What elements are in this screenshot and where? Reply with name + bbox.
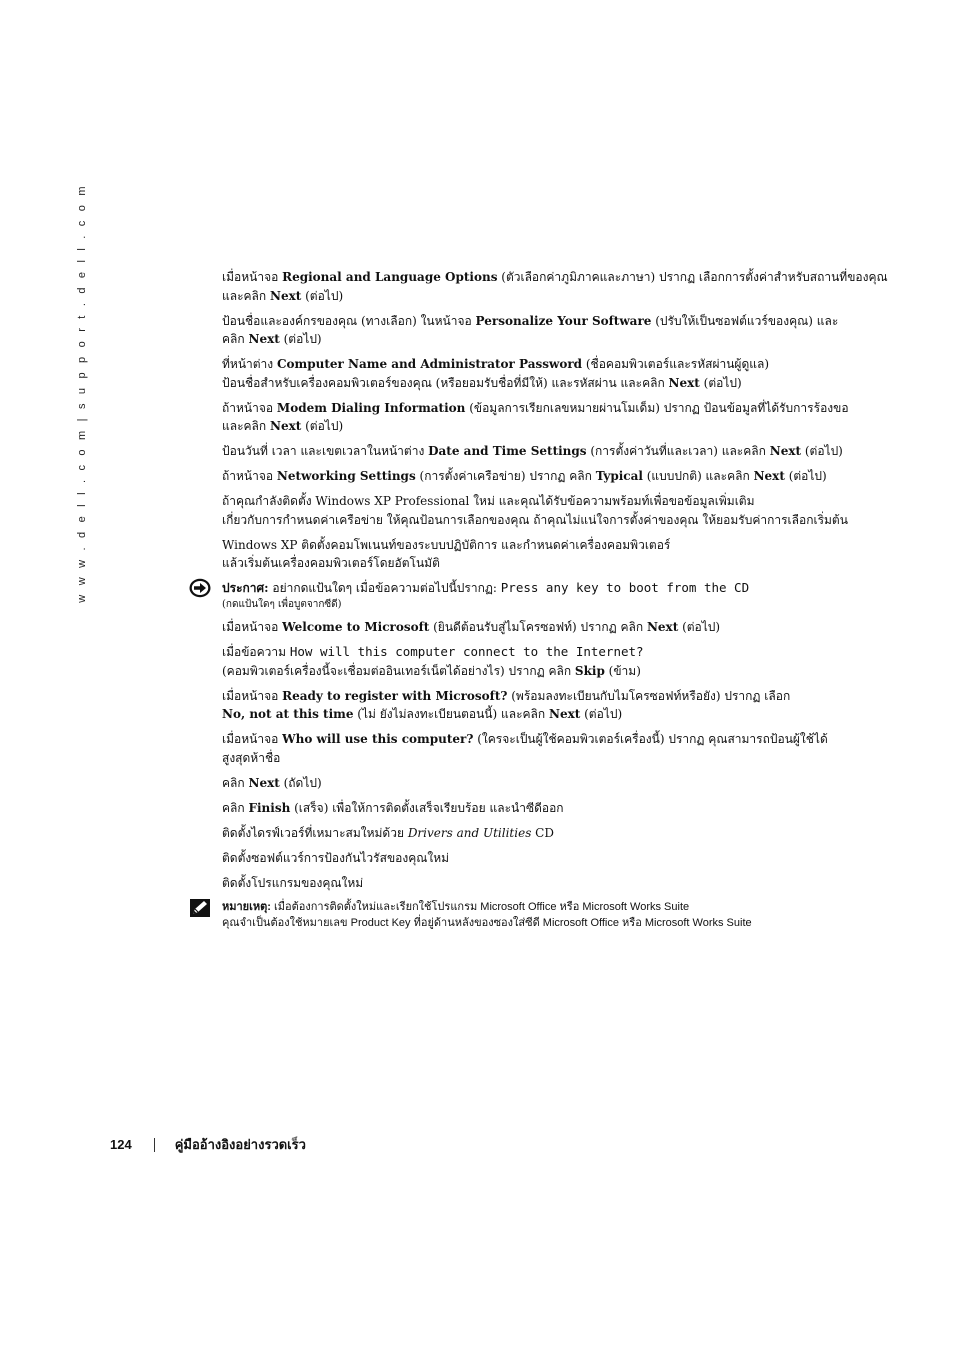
ui-term: Personalize Your Software [475, 313, 652, 328]
text: (เสร็จ) เพื่อให้การติดตั้งเสร็จเรียบร้อย และนำซีดีออก [290, 800, 564, 815]
text: คลิก [222, 332, 249, 346]
ui-term: Typical [595, 469, 643, 483]
step-welcome [222, 618, 832, 637]
text: เมื่อหน้าจอ [222, 620, 283, 634]
text: (คอมพิวเตอร์เครื่องนี้จะเชื่อมต่ออินเทอร์เน็ตได้อย่างไร) ปรากฏ คลิก [222, 663, 575, 678]
text: คุณจำเป็นต้องใช้หมายเลข Product Key ที่อยู่ด้านหลังของซองใส่ซีดี Microsoft Office หรือ Microsoft Works Suite [222, 916, 752, 929]
text: เมื่อหน้าจอ [222, 688, 283, 703]
step-install-components [222, 536, 832, 573]
text: เมื่อหน้าจอ [222, 270, 283, 284]
text: ถ้าหน้าจอ [222, 400, 277, 415]
text: (ต่อไป) [699, 375, 742, 390]
ui-term: Modem Dialing Information [276, 400, 466, 415]
text: (การตั้งค่าวันที่และเวลา) และคลิก [586, 444, 770, 458]
text: (ชื่อคอมพิวเตอร์และรหัสผ่านผู้ดูแล) [582, 357, 770, 371]
text: (ตัวเลือกค่าภูมิภาคและภาษา) ปรากฏ เลือกการตั้งค่าสำหรับสถานที่ของคุณ [497, 270, 888, 284]
step-finish [222, 799, 832, 818]
text: ติดตั้งโปรแกรมของคุณใหม่ [222, 875, 364, 890]
text: และคลิก [222, 419, 270, 433]
text: (ข้อมูลการเรียกเลขหมายผ่านโมเด็ม) ปรากฏ ป้อนข้อมูลที่ได้รับการร้องขอ [465, 400, 849, 415]
step-personalize [222, 312, 839, 349]
ui-term: Next [248, 775, 280, 790]
text: (ต่อไป) [784, 469, 827, 483]
instruction-list [222, 268, 888, 937]
ui-term: Finish [248, 800, 291, 815]
text: Windows XP ติดตั้งคอมโพเนนท์ของระบบปฏิบัติการ และกำหนดค่าเครื่องคอมพิวเตอร์ [222, 537, 671, 552]
text: (ต่อไป) [801, 444, 843, 458]
step-regional-options [222, 268, 888, 305]
notice-subtext: (กดแป้นใดๆ เพื่อบูตจากซีดี) [222, 598, 342, 610]
side-url-banner [65, 183, 99, 603]
ui-term: Next [248, 332, 280, 346]
text: และคลิก [222, 288, 270, 303]
text: (การตั้งค่าเครือข่าย) ปรากฏ คลิก [415, 469, 596, 483]
step-users [222, 730, 832, 767]
ui-term: Next [548, 707, 581, 721]
step-antivirus [222, 849, 832, 868]
side-url-text: w w w . d e l l . c o m | s u p p o r t . d e l l . c o m [76, 183, 88, 603]
text: เกี่ยวกับการกำหนดค่าเครือข่าย ให้คุณป้อนการเลือกของคุณ ถ้าคุณไม่แน่ใจการตั้งค่าของคุณ ให้ยอมรับค่าการเลือกเริ่มต้น [222, 512, 848, 527]
ui-term: No, not at this time [222, 707, 354, 721]
footer-divider [154, 1138, 155, 1152]
ui-term: Next [668, 375, 700, 390]
text: ถ้าคุณกำลังติดตั้ง Windows XP Professional ใหม่ และคุณได้รับข้อความพร้อมท์เพื่อขอข้อมูลเพิ่มเติม [222, 494, 755, 508]
step-drivers [222, 824, 832, 843]
step-internet-connect [222, 643, 832, 680]
text: (ใครจะเป็นผู้ใช้คอมพิวเตอร์เครื่องนี้) ปรากฏ คุณสามารถป้อนผู้ใช้ได้ [473, 732, 828, 746]
note-box [222, 899, 832, 931]
ui-term: Networking Settings [276, 469, 416, 483]
text: (ต่อไป) [279, 332, 322, 346]
text: (ไม่ ยังไม่ลงทะเบียนตอนนี้) และคลิก [353, 707, 549, 721]
note-label: หมายเหตุ: [222, 900, 271, 913]
text: ติดตั้งไดรฟ์เวอร์ที่เหมาะสมใหม่ด้วย [222, 825, 408, 840]
ui-term: Ready to register with Microsoft? [282, 688, 508, 703]
page-footer [110, 1134, 306, 1155]
text: (ต่อไป) [301, 288, 344, 303]
step-computer-name [222, 355, 832, 392]
text: (พร้อมลงทะเบียนกับไมโครซอฟท์หรือยัง) ปรากฏ เลือก [507, 688, 791, 703]
text: อย่ากดแป้นใดๆ เมื่อข้อความต่อไปนี้ปรากฏ: [268, 581, 501, 595]
text: แล้วเริ่มต้นเครื่องคอมพิวเตอร์โดยอัตโนมัติ [222, 556, 440, 570]
ui-term: Welcome to Microsoft [282, 620, 430, 634]
text: เมื่อต้องการติดตั้งใหม่และเรียกใช้โปรแกรม Microsoft Office หรือ Microsoft Works Suite [270, 900, 690, 913]
text: (ต่อไป) [580, 707, 623, 721]
text: ป้อนชื่อสำหรับเครื่องคอมพิวเตอร์ของคุณ (หรือยอมรับชื่อที่มีให้) และรหัสผ่าน และคลิก [222, 375, 669, 390]
text: (ต่อไป) [301, 419, 344, 433]
footer-title: คู่มืออ้างอิงอย่างรวดเร็ว [174, 1137, 306, 1152]
media-title: Drivers and Utilities [407, 825, 532, 840]
page-number: 124 [110, 1137, 132, 1152]
ui-term: Who will use this computer? [282, 732, 474, 746]
ui-term: Date and Time Settings [428, 444, 587, 458]
text: สูงสุดห้าชื่อ [222, 750, 281, 765]
step-modem-dialing [222, 399, 849, 436]
notice-label: ประกาศ: [222, 581, 269, 595]
code-text: How will this computer connect to the Internet? [289, 644, 644, 659]
ui-term: Skip [574, 663, 605, 678]
step-register [222, 687, 832, 724]
text: ถ้าหน้าจอ [222, 469, 277, 483]
text: (ปรับให้เป็นซอฟต์แวร์ของคุณ) และ [651, 313, 839, 328]
notice-box [222, 579, 832, 612]
ui-term: Next [753, 469, 785, 483]
ui-term: Next [270, 288, 302, 303]
step-programs [222, 874, 832, 893]
text: ติดตั้งซอฟต์แวร์การป้องกันไวรัสของคุณใหม่ [222, 850, 450, 865]
ui-term: Next [270, 419, 302, 433]
ui-term: Regional and Language Options [282, 270, 498, 284]
text: (ถัดไป) [279, 775, 322, 790]
step-networking [222, 467, 832, 486]
text: (ข้าม) [604, 663, 641, 678]
text: (ต่อไป) [678, 620, 721, 634]
text: ป้อนวันที่ เวลา และเขตเวลาในหน้าต่าง [222, 444, 429, 458]
text: (ยินดีต้อนรับสู่ไมโครซอฟท์) ปรากฏ คลิก [429, 620, 647, 634]
text: CD [531, 825, 554, 840]
text: ที่หน้าต่าง [222, 357, 277, 371]
step-date-time [222, 442, 843, 461]
text: (แบบปกติ) และคลิก [642, 469, 754, 483]
ui-term: Computer Name and Administrator Password [276, 357, 583, 371]
text: ป้อนชื่อและองค์กรของคุณ (ทางเลือก) ในหน้าจอ [222, 313, 476, 328]
ui-term: Next [769, 444, 802, 458]
text: คลิก [222, 775, 249, 790]
text: เมื่อหน้าจอ [222, 732, 283, 746]
step-next [222, 774, 832, 793]
step-xp-professional [222, 492, 848, 529]
text: คลิก [222, 800, 249, 815]
notice-icon [189, 578, 211, 598]
code-text: Press any key to boot from the CD [500, 580, 750, 595]
pencil-note-icon [189, 898, 211, 918]
ui-term: Next [646, 620, 679, 634]
text: เมื่อข้อความ [222, 645, 290, 659]
